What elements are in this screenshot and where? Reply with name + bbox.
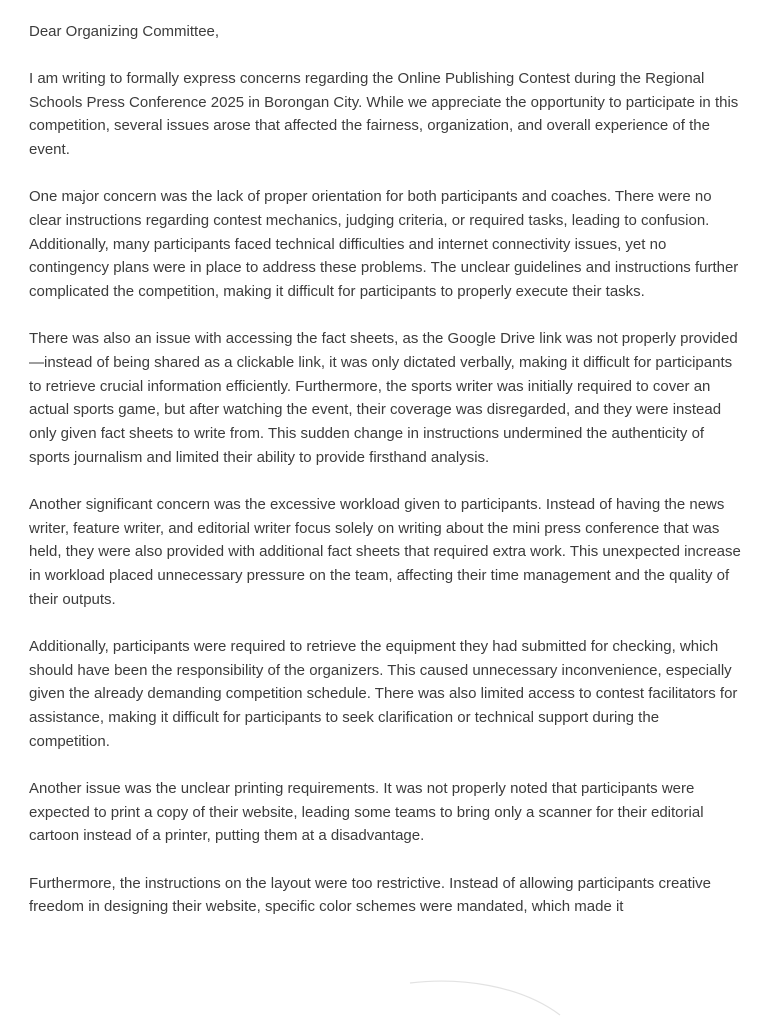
letter-body — [29, 20, 741, 943]
paragraph-5: Additionally, participants were required to retrieve the equipment they had submitted for checking, which should have been the responsibility of the organizers. This caused unnecessary inconvenience, especially given the already demanding competition schedule. There was also limited access to contest facilitators for assistance, making it difficult for participants to seek clarification or technical support during the competition. — [29, 638, 738, 750]
paragraph-1: I am writing to formally express concerns regarding the Online Publishing Contest during the Regional Schools Press Conference 2025 in Borongan City. While we appreciate the opportunity to participate in this competition, several issues arose that affected the fairness, organization, and overall experience of the event. — [29, 70, 739, 159]
paragraph-2: One major concern was the lack of proper orientation for both participants and coaches. There were no clear instructions regarding contest mechanics, judging criteria, or required tasks, leading to confusion. Additionally, many participants faced technical difficulties and internet connectivity issues, yet no contingency plans were in place to address these problems. The unclear guidelines and instructions further complicated the competition, making it difficult for participants to properly execute their tasks. — [29, 188, 739, 301]
faint-swoosh-mark — [400, 975, 570, 1020]
paragraph-4: Another significant concern was the excessive workload given to participants. Instead of having the news writer, feature writer, and editorial writer focus solely on writing about the mini press conference that was held, they were also provided with additional fact sheets that required extra work. This unexpected increase in workload placed unnecessary pressure on the team, affecting their time management and the quality of their outputs. — [29, 496, 741, 608]
paragraph-6: Another issue was the unclear printing requirements. It was not properly noted that participants were expected to print a copy of their website, leading some teams to bring only a scanner for their editorial cartoon instead of a printer, putting them at a disadvantage. — [29, 780, 704, 845]
paragraph-7: Furthermore, the instructions on the layout were too restrictive. Instead of allowing participants creative freedom in designing their website, specific color schemes were mandated, which made it — [29, 874, 711, 916]
paragraph-3: There was also an issue with accessing the fact sheets, as the Google Drive link was not properly provided—instead of being shared as a clickable link, it was only dictated verbally, making it difficult for participants to retrieve crucial information efficiently. Furthermore, the sports writer was initially required to cover an actual sports game, but after watching the event, their coverage was disregarded, and they were instead only given fact sheets to write from. This sudden change in instructions undermined the authenticity of sports journalism and limited their ability to provide firsthand analysis. — [29, 330, 738, 466]
letter-greeting: Dear Organizing Committee, — [29, 23, 220, 40]
